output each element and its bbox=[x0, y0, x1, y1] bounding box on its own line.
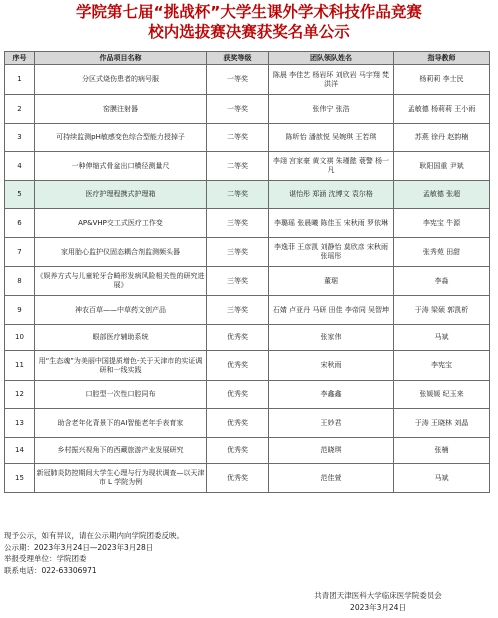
cell-teacher: 于涛 王晓林 刘晶 bbox=[394, 409, 490, 438]
notice-block bbox=[4, 530, 184, 576]
cell-teacher: 张楠 bbox=[394, 438, 490, 464]
cell-no: 10 bbox=[5, 325, 35, 351]
cell-project-name: 医疗护理程携式护理箱 bbox=[35, 181, 207, 209]
header-team: 团队领队姓名 bbox=[269, 52, 394, 65]
table-row bbox=[5, 267, 490, 296]
cell-teacher: 于涛 梁硕 郭凯析 bbox=[394, 296, 490, 325]
cell-no: 14 bbox=[5, 438, 35, 464]
cell-award-level: 二等奖 bbox=[207, 124, 269, 152]
cell-no: 2 bbox=[5, 95, 35, 124]
cell-teacher: 马斌 bbox=[394, 464, 490, 493]
cell-no: 3 bbox=[5, 124, 35, 152]
cell-teacher: 孟敏德 杨莉莉 王小雨 bbox=[394, 95, 490, 124]
cell-team: 张伟宁 张浩 bbox=[269, 95, 394, 124]
cell-award-level: 三等奖 bbox=[207, 296, 269, 325]
cell-teacher: 李淼 bbox=[394, 267, 490, 296]
cell-project-name: 神农百草——中草药文创产品 bbox=[35, 296, 207, 325]
table-row bbox=[5, 95, 490, 124]
cell-award-level: 三等奖 bbox=[207, 267, 269, 296]
notice-period: 公示期：2023年3月24日—2023年3月28日 bbox=[4, 542, 154, 552]
table-row bbox=[5, 409, 490, 438]
cell-team: 陈晨 李佳艺 杨岩环 刘欣岩 马宇翔 梵洪洋 bbox=[269, 65, 394, 95]
cell-no: 7 bbox=[5, 238, 35, 267]
table-row bbox=[5, 464, 490, 493]
cell-teacher: 耿阳国重 尹斌 bbox=[394, 152, 490, 181]
cell-award-level: 三等奖 bbox=[207, 238, 269, 267]
cell-team: 谌怡彤 郑涵 沈博文 袁尔格 bbox=[269, 181, 394, 209]
table-row bbox=[5, 238, 490, 267]
table-row bbox=[5, 65, 490, 95]
notice-unit: 举报受理单位：学院团委 bbox=[4, 554, 87, 563]
cell-project-name: 乡村振兴视角下的西藏旅游产业发展研究 bbox=[35, 438, 207, 464]
cell-no: 12 bbox=[5, 381, 35, 409]
cell-award-level: 优秀奖 bbox=[207, 438, 269, 464]
cell-project-name: 一种伸缩式骨盆出口横径测量尺 bbox=[35, 152, 207, 181]
cell-project-name: 可持续监测pH敏感变色综合型能力授掉子 bbox=[35, 124, 207, 152]
cell-no: 8 bbox=[5, 267, 35, 296]
header-project-name: 作品项目名称 bbox=[35, 52, 207, 65]
table-row bbox=[5, 351, 490, 381]
cell-project-name: 眼部医疗辅助系统 bbox=[35, 325, 207, 351]
cell-teacher: 张媛媛 纪玉来 bbox=[394, 381, 490, 409]
cell-award-level: 二等奖 bbox=[207, 152, 269, 181]
footer-date: 2023年3月24日 bbox=[350, 603, 406, 612]
cell-no: 4 bbox=[5, 152, 35, 181]
header-award-level: 获奖等级 bbox=[207, 52, 269, 65]
cell-teacher: 马斌 bbox=[394, 325, 490, 351]
cell-award-level: 优秀奖 bbox=[207, 464, 269, 493]
cell-award-level: 优秀奖 bbox=[207, 381, 269, 409]
table-row bbox=[5, 181, 490, 209]
cell-project-name: AP&VHP交工式医疗工作变 bbox=[35, 209, 207, 238]
cell-team: 范晓琪 bbox=[269, 438, 394, 464]
cell-team: 宋秋雨 bbox=[269, 351, 394, 381]
cell-project-name: 分区式烧伤患者的病号服 bbox=[35, 65, 207, 95]
cell-award-level: 优秀奖 bbox=[207, 351, 269, 381]
title-line-2: 校内选拔赛决赛获奖名单公示 bbox=[148, 23, 350, 41]
cell-project-name: 口腔型一次性口腔同布 bbox=[35, 381, 207, 409]
cell-team: 董琚 bbox=[269, 267, 394, 296]
cell-teacher: 李宪宝 bbox=[394, 351, 490, 381]
cell-no: 9 bbox=[5, 296, 35, 325]
cell-team: 李逸菲 王彦凯 刘静怡 莫欣彦 宋秋雨 张瑶彤 bbox=[269, 238, 394, 267]
cell-team: 李鑫鑫 bbox=[269, 381, 394, 409]
cell-project-name: 《娱养方式与儿童轮牙合畸形发病风险相关性的研究进展》 bbox=[35, 267, 207, 296]
cell-team: 陈昕怡 潘歆悦 吴婉琪 王若琪 bbox=[269, 124, 394, 152]
cell-project-name: 助含老年化背景下的AI智能老年手表育家 bbox=[35, 409, 207, 438]
cell-award-level: 优秀奖 bbox=[207, 325, 269, 351]
cell-teacher: 张秀苑 田甜 bbox=[394, 238, 490, 267]
cell-team: 范佳萱 bbox=[269, 464, 394, 493]
cell-teacher: 苏燕 徐丹 赵韵楠 bbox=[394, 124, 490, 152]
cell-project-name: 家用胎心监护仪固态耦合剂监测频头器 bbox=[35, 238, 207, 267]
table-row bbox=[5, 124, 490, 152]
cell-project-name: 窑膜注射器 bbox=[35, 95, 207, 124]
table-row bbox=[5, 152, 490, 181]
table-row bbox=[5, 381, 490, 409]
table-header-row bbox=[5, 52, 490, 65]
cell-teacher: 杨莉莉 李士民 bbox=[394, 65, 490, 95]
cell-no: 6 bbox=[5, 209, 35, 238]
footer-organization: 共青团天津医科大学临床医学院委员会 bbox=[314, 591, 442, 600]
cell-team: 石婧 卢亚丹 马研 田佳 李帝同 吴智坤 bbox=[269, 296, 394, 325]
cell-award-level: 一等奖 bbox=[207, 95, 269, 124]
header-teacher: 指导教师 bbox=[394, 52, 490, 65]
table-row bbox=[5, 296, 490, 325]
table-row bbox=[5, 209, 490, 238]
cell-team: 王妙君 bbox=[269, 409, 394, 438]
cell-teacher: 孟敏德 张超 bbox=[394, 181, 490, 209]
header-no: 序号 bbox=[5, 52, 35, 65]
title-line-1: 学院第七届“挑战杯”大学生课外学术科技作品竞赛 bbox=[76, 3, 422, 21]
cell-no: 15 bbox=[5, 464, 35, 493]
cell-award-level: 三等奖 bbox=[207, 209, 269, 238]
notice-objection: 现予公示，如有异议，请在公示期内向学院团委反映。 bbox=[4, 531, 184, 540]
cell-team: 李翊 宫家豪 黄文祺 朱瑾懿 蓑警 杨一凡 bbox=[269, 152, 394, 181]
cell-teacher: 李宪宝 牛源 bbox=[394, 209, 490, 238]
cell-no: 11 bbox=[5, 351, 35, 381]
cell-team: 李璐瑶 张晨曦 陈佳玉 宋秋雨 罗依琳 bbox=[269, 209, 394, 238]
cell-no: 1 bbox=[5, 65, 35, 95]
cell-project-name: 新冠肺炎防控期间大学生心理与行为现状调查—以天津市 L 学院为例 bbox=[35, 464, 207, 493]
cell-award-level: 一等奖 bbox=[207, 65, 269, 95]
cell-award-level: 二等奖 bbox=[207, 181, 269, 209]
awards-table bbox=[4, 51, 490, 493]
cell-no: 5 bbox=[5, 181, 35, 209]
cell-no: 13 bbox=[5, 409, 35, 438]
table-row bbox=[5, 438, 490, 464]
cell-award-level: 优秀奖 bbox=[207, 409, 269, 438]
cell-project-name: 用“生态魂”为美丽中国提质增色-关于天津市的实证调研和一线实践 bbox=[35, 351, 207, 381]
table-row bbox=[5, 325, 490, 351]
cell-team: 张家伟 bbox=[269, 325, 394, 351]
notice-phone: 联系电话：022-63306971 bbox=[4, 565, 97, 575]
